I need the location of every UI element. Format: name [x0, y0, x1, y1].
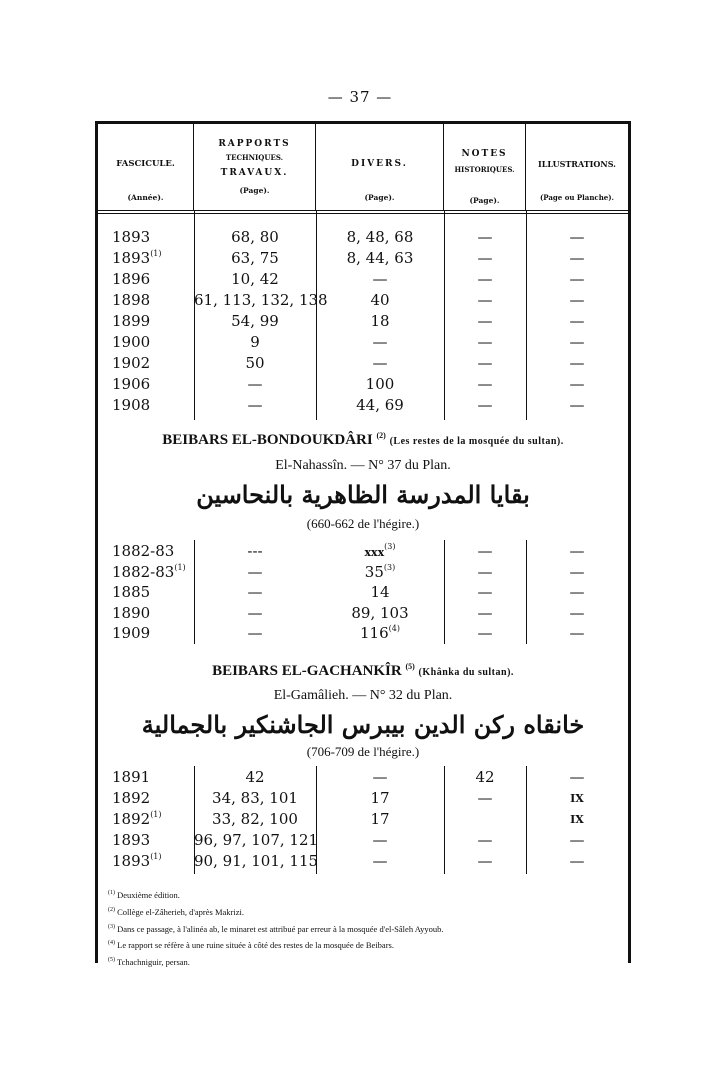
year-value: 1892 [112, 810, 151, 828]
divers-value: — [372, 768, 388, 786]
divers-value: xxx [364, 546, 385, 559]
cell-year [98, 767, 194, 788]
cell-notes: — [477, 562, 493, 581]
divers-value: 14 [370, 583, 390, 601]
page-number: — 37 — [327, 88, 393, 106]
cell-divers [316, 227, 444, 248]
cell-illustrations: — [569, 249, 585, 267]
year-value: 1899 [112, 312, 151, 330]
cell-illustrations: — [569, 270, 585, 288]
footnote-mark: (4) [108, 940, 115, 947]
table-row [98, 332, 628, 353]
cell-illustrations: — [569, 624, 585, 642]
year-value: 1893 [112, 228, 151, 246]
divers-value: — [372, 270, 388, 288]
cell-illustrations: — [569, 228, 585, 246]
footnote-text: Tchachniguir, persan. [116, 957, 190, 968]
cell-travaux: — [247, 375, 263, 393]
section-arabic-gachankir: خانقاه ركن الدين بيبرس الجاشنكير بالجمالية [141, 710, 585, 739]
cell-divers [316, 809, 444, 830]
table-row [98, 395, 628, 416]
year-value: 1896 [112, 270, 151, 288]
cell-year [98, 311, 194, 332]
cell-notes: — [477, 249, 493, 267]
footnote-ref: (3) [384, 542, 396, 551]
cell-illustrations: — [569, 542, 585, 560]
cell-notes: — [477, 333, 493, 351]
cell-illustrations: — [569, 852, 585, 870]
header-illustrations: ILLUSTRATIONS. (Page ou Planche). [538, 159, 616, 202]
cell-illustrations: IX [570, 813, 584, 826]
cell-notes: — [477, 789, 493, 807]
table-row [98, 562, 628, 583]
footnotes [108, 886, 628, 970]
year-value: 1882-83 [112, 542, 175, 560]
cell-divers [316, 374, 444, 395]
divers-value: 35 [364, 562, 384, 581]
cell-divers [316, 767, 444, 788]
cell-divers [316, 851, 444, 872]
cell-year [98, 623, 194, 644]
cell-divers [316, 788, 444, 809]
divers-value: 100 [365, 375, 395, 393]
section-subtitle-gachankir: El-Gamâlieh. — N° 32 du Plan. [273, 688, 453, 703]
cell-notes: — [477, 542, 493, 560]
section-title-bondoukdari: BEIBARS EL-BONDOUKDÂRI $^{(2)}$ (Les restes de la mosquée du sultan). [162, 431, 564, 448]
cell-divers [316, 311, 444, 332]
table-row [98, 851, 628, 872]
table-row [98, 809, 628, 830]
table-row [98, 353, 628, 374]
cell-notes: — [477, 852, 493, 870]
index-table [95, 121, 631, 968]
cell-travaux: — [247, 562, 263, 581]
cell-divers [316, 582, 444, 603]
cell-year [98, 395, 194, 416]
table-row [98, 582, 628, 603]
cell-illustrations: — [569, 768, 585, 786]
cell-travaux: — [247, 624, 263, 642]
header-rule-double [98, 213, 628, 214]
cell-travaux: 33, 82, 100 [212, 810, 298, 828]
cell-travaux: 68, 80 [231, 228, 279, 246]
footnote-mark: (5) [108, 957, 115, 964]
footnote [108, 886, 628, 903]
table-row [98, 830, 628, 851]
footnote-mark: (1) [108, 890, 115, 896]
cell-travaux: — [247, 583, 263, 601]
cell-illustrations: — [569, 396, 585, 414]
cell-illustrations: — [569, 375, 585, 393]
footnote-ref: (3) [383, 562, 396, 572]
cell-travaux: — [247, 603, 263, 622]
cell-travaux: 63, 75 [231, 249, 279, 267]
divers-value: 116 [360, 624, 389, 642]
cell-year [98, 269, 194, 290]
cell-year [98, 227, 194, 248]
cell-notes: — [477, 270, 493, 288]
header-notes-historiques: NOTES HISTORIQUES. (Page). [444, 124, 526, 210]
cell-illustrations: — [569, 583, 585, 601]
divers-value: — [372, 333, 388, 351]
cell-illustrations: — [569, 354, 585, 372]
cell-notes: — [477, 312, 493, 330]
cell-notes: — [477, 291, 493, 309]
cell-year [98, 248, 194, 269]
cell-illustrations: — [569, 291, 585, 309]
cell-divers [316, 353, 444, 374]
divers-value: — [372, 354, 388, 372]
divers-value: 8, 44, 63 [346, 249, 414, 267]
divers-value: 8, 48, 68 [346, 228, 414, 246]
cell-illustrations: — [569, 562, 585, 581]
header-travaux: RAPPORTS TECHNIQUES. TRAVAUX. (Page). [194, 124, 316, 210]
year-value: 1898 [112, 291, 151, 309]
section-arabic-bondoukdari: بقايا المدرسة الظاهرية بالنحاسين [196, 480, 530, 509]
cell-year [98, 353, 194, 374]
cell-divers [316, 248, 444, 269]
cell-travaux: --- [247, 542, 263, 560]
year-value: 1908 [112, 396, 151, 414]
cell-year [98, 541, 194, 562]
footnote [108, 920, 628, 937]
cell-notes: — [477, 831, 493, 849]
cell-travaux: 54, 99 [231, 312, 279, 330]
header-divers: DIVERS. (Page). [316, 124, 444, 210]
table-row [98, 311, 628, 332]
cell-illustrations: — [569, 333, 585, 351]
table-row [98, 603, 628, 624]
table-row [98, 248, 628, 269]
year-value: 1902 [112, 354, 151, 372]
cell-divers [316, 269, 444, 290]
cell-notes: — [477, 603, 493, 622]
cell-notes: — [477, 375, 493, 393]
table-row [98, 269, 628, 290]
year-value: 1906 [112, 375, 151, 393]
cell-notes: 42 [475, 768, 495, 786]
divers-value: 40 [370, 291, 390, 309]
footnote-ref: (4) [388, 624, 400, 633]
footnote [108, 903, 628, 920]
table-row [98, 788, 628, 809]
cell-year [98, 290, 194, 311]
table-row [98, 767, 628, 788]
year-value: 1909 [112, 624, 151, 642]
cell-year [98, 582, 194, 603]
footnote [108, 936, 628, 953]
cell-year [98, 374, 194, 395]
header-rule [98, 210, 628, 211]
footnote-text: Le rapport se réfère à une ruine située à côté des restes de la mosquée de Beibars. [117, 940, 394, 951]
cell-travaux: 42 [245, 768, 265, 786]
cell-travaux: — [247, 396, 263, 414]
divers-value: 44, 69 [356, 396, 404, 414]
cell-travaux: 9 [250, 333, 260, 351]
cell-year [98, 851, 194, 872]
footnote-text: Dans ce passage, à l'alinéa ab, le minaret est attribué par erreur à la mosquée d'el-Sâleh Ayyoub. [117, 923, 444, 934]
year-value: 1892 [112, 789, 151, 807]
year-value: 1893 [112, 249, 151, 267]
cell-illustrations: — [569, 603, 585, 622]
cell-divers [316, 623, 444, 644]
cell-divers [316, 562, 444, 583]
table-row [98, 374, 628, 395]
cell-illustrations: — [569, 312, 585, 330]
table-row [98, 290, 628, 311]
table-row [98, 623, 628, 644]
cell-divers [316, 395, 444, 416]
year-value: 1890 [112, 603, 151, 622]
cell-year [98, 809, 194, 830]
cell-year [98, 562, 194, 583]
header-fascicule: FASCICULE. (Année). [98, 124, 194, 210]
footnote-ref: (1) [150, 249, 162, 258]
cell-divers [316, 603, 444, 624]
cell-year [98, 332, 194, 353]
cell-year [98, 788, 194, 809]
section-hegire-bondoukdari: (660-662 de l'hégire.) [306, 516, 420, 531]
cell-travaux: 34, 83, 101 [212, 789, 298, 807]
cell-illustrations: IX [570, 792, 584, 805]
cell-divers [316, 290, 444, 311]
footnote-mark: (3) [108, 923, 115, 930]
table-row [98, 541, 628, 562]
section-title-gachankir: BEIBARS EL-GACHANKÎR $^{(5)}$ (Khânka du sultan). [212, 662, 514, 679]
footnote-ref: (1) [150, 852, 162, 861]
cell-notes: — [477, 228, 493, 246]
cell-divers [316, 541, 444, 563]
footnote-ref: (1) [150, 810, 162, 819]
cell-year [98, 603, 194, 624]
cell-notes: — [477, 624, 493, 642]
year-value: 1891 [112, 768, 151, 786]
cell-travaux: 96, 97, 107, 121 [194, 831, 319, 849]
divers-value: 17 [370, 810, 390, 828]
table-row [98, 227, 628, 248]
divers-value: — [372, 852, 388, 870]
footnote-text: Collège el-Zâherieh, d'après Makrizi. [117, 906, 244, 917]
cell-travaux: 50 [245, 354, 265, 372]
year-value: 1900 [112, 333, 151, 351]
year-value: 1893 [112, 831, 151, 849]
cell-notes: — [477, 583, 493, 601]
cell-year [98, 830, 194, 851]
cell-travaux: 61, 113, 132, 138 [194, 291, 328, 309]
divers-value: 18 [370, 312, 390, 330]
cell-divers [316, 830, 444, 851]
footnote-ref: (1) [174, 562, 186, 572]
cell-notes: — [477, 354, 493, 372]
cell-divers [316, 332, 444, 353]
year-value: 1885 [112, 583, 151, 601]
cell-travaux: 10, 42 [231, 270, 279, 288]
cell-illustrations: — [569, 831, 585, 849]
footnote-mark: (2) [108, 906, 115, 913]
footnote [108, 953, 628, 970]
cell-travaux: 90, 91, 101, 115 [194, 852, 319, 870]
year-value: 1893 [112, 852, 151, 870]
divers-value: 89, 103 [351, 603, 409, 622]
divers-value: 17 [370, 789, 390, 807]
cell-notes: — [477, 396, 493, 414]
section-hegire-gachankir: (706-709 de l'hégire.) [306, 744, 420, 759]
divers-value: — [372, 831, 388, 849]
section-subtitle-bondoukdari: El-Nahassîn. — N° 37 du Plan. [275, 458, 451, 473]
year-value: 1882-83 [112, 562, 175, 581]
footnote-text: Deuxième édition. [117, 889, 180, 900]
